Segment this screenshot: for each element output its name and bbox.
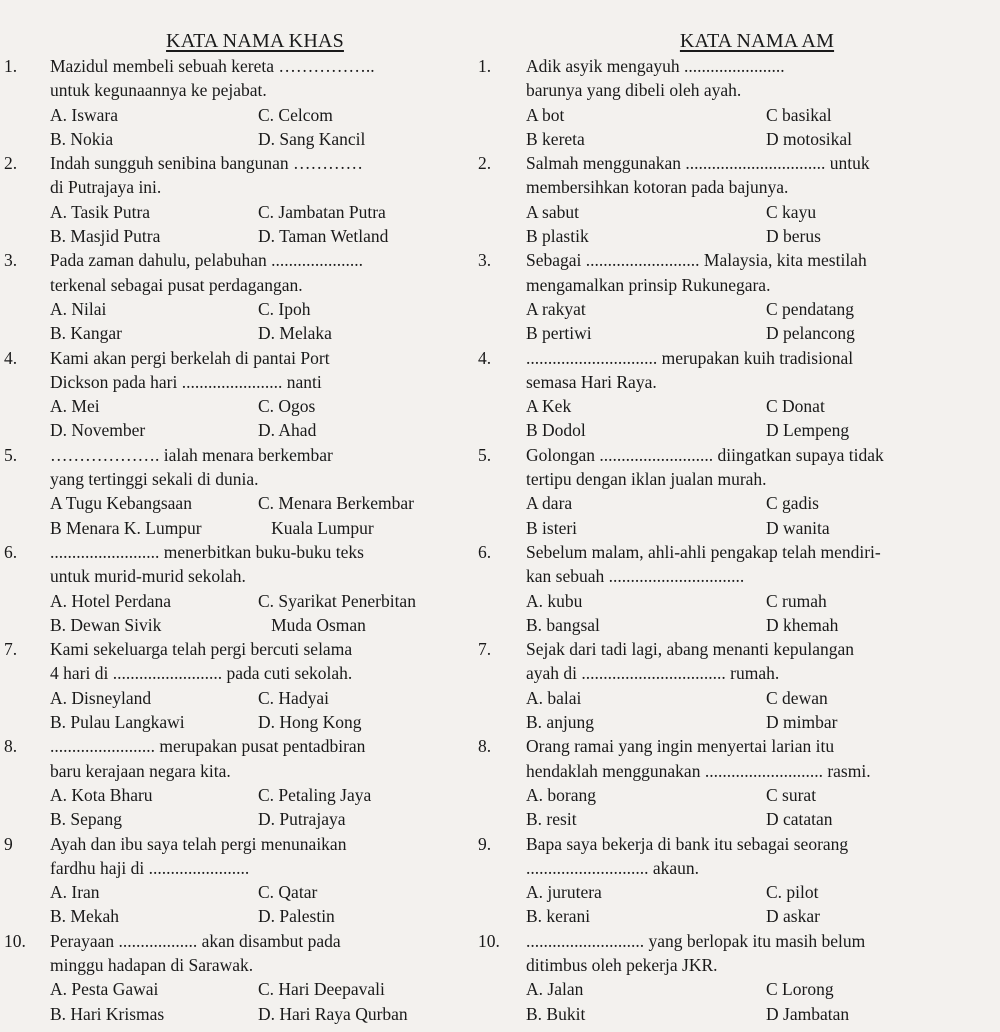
answer-option[interactable]: C pendatang (766, 298, 854, 319)
option-row (0, 297, 470, 321)
answer-option[interactable]: A. Disneyland (50, 687, 152, 708)
option-row (0, 613, 470, 637)
question-number: 1. (4, 56, 18, 76)
answer-option[interactable]: B. Kangar (50, 323, 122, 344)
question-text: Ayah dan ibu saya telah pergi menunaikan (50, 833, 347, 854)
answer-option[interactable]: D. Ahad (258, 420, 317, 441)
column-kata-nama-khas (0, 28, 470, 1026)
answer-option[interactable]: C kayu (766, 201, 817, 222)
question-text: Sejak dari tadi lagi, abang menanti kepulangan (526, 639, 855, 660)
answer-option[interactable]: D. November (50, 420, 146, 441)
answer-option[interactable]: D Jambatan (766, 1003, 850, 1024)
question-item (478, 443, 996, 540)
answer-option[interactable]: D berus (766, 226, 821, 247)
option-row (0, 516, 470, 540)
question-item (0, 832, 470, 929)
question-line (478, 78, 996, 102)
question-number: 9 (4, 833, 13, 854)
question-line (0, 953, 470, 977)
question-text: ditimbus oleh pekerja JKR. (526, 954, 718, 975)
question-line (478, 443, 996, 467)
answer-option[interactable]: D. Melaka (258, 323, 332, 344)
answer-option[interactable]: A. Pesta Gawai (50, 979, 159, 1000)
answer-option[interactable]: C. Ogos (258, 396, 316, 417)
question-number: 3. (478, 250, 492, 271)
option-row (478, 321, 996, 345)
question-text: ………………. ialah menara berkembar (50, 444, 333, 465)
answer-option[interactable]: A. Tasik Putra (50, 201, 151, 222)
question-text: ayah di ................................. rumah. (526, 663, 780, 684)
question-text: Kami akan pergi berkelah di pantai Port (50, 347, 330, 368)
option-row (0, 710, 470, 734)
question-number: 7. (4, 639, 18, 660)
question-line (478, 734, 996, 758)
question-text: mengamalkan prinsip Rukunegara. (526, 274, 771, 295)
question-text: terkenal sebagai pusat perdagangan. (50, 274, 303, 295)
option-row (478, 710, 996, 734)
question-item (478, 832, 996, 929)
answer-option[interactable]: C. Hadyai (258, 687, 329, 708)
question-line (478, 759, 996, 783)
question-line (0, 370, 470, 394)
question-line (478, 540, 996, 564)
answer-option[interactable]: B. anjung (526, 712, 595, 733)
question-line (478, 273, 996, 297)
question-item (478, 151, 996, 248)
answer-option[interactable]: D askar (766, 906, 820, 927)
question-line (478, 248, 996, 272)
answer-option[interactable]: A. jurutera (526, 882, 602, 903)
question-list (0, 54, 470, 1026)
answer-option[interactable]: B. Sepang (50, 809, 122, 830)
answer-option[interactable]: B. Dewan Sivik (50, 614, 162, 635)
option-row (0, 904, 470, 928)
answer-option[interactable]: B Dodol (526, 420, 586, 441)
question-line (0, 564, 470, 588)
option-row (0, 321, 470, 345)
question-number: 8. (478, 736, 492, 757)
answer-option[interactable]: C. Jambatan Putra (258, 201, 386, 222)
question-item (478, 637, 996, 734)
question-item (0, 54, 470, 151)
question-number: 1. (478, 56, 492, 76)
question-number: 6. (478, 541, 492, 562)
option-row (478, 127, 996, 151)
answer-option[interactable]: C Donat (766, 396, 825, 417)
answer-option[interactable]: C. Ipoh (258, 298, 311, 319)
option-row (478, 224, 996, 248)
question-text: hendaklah menggunakan ........................... rasmi. (526, 760, 871, 781)
question-line (478, 953, 996, 977)
option-row (478, 1002, 996, 1026)
question-item (478, 734, 996, 831)
answer-option[interactable]: Muda Osman (258, 614, 366, 635)
question-text: Salmah menggunakan ................................ untuk (526, 153, 870, 174)
option-row (478, 491, 996, 515)
option-row (0, 783, 470, 807)
answer-option[interactable]: D mimbar (766, 712, 838, 733)
answer-option[interactable]: D. Taman Wetland (258, 226, 389, 247)
question-line (0, 759, 470, 783)
answer-option[interactable]: B. Masjid Putra (50, 226, 161, 247)
answer-option[interactable]: C. Petaling Jaya (258, 784, 372, 805)
answer-option[interactable]: B. bangsal (526, 614, 600, 635)
question-line (0, 346, 470, 370)
question-text: yang tertinggi sekali di dunia. (50, 469, 259, 490)
question-number: 9. (478, 833, 492, 854)
answer-option[interactable]: C. Syarikat Penerbitan (258, 590, 416, 611)
column-title: KATA NAMA AM (679, 30, 835, 52)
answer-option[interactable]: C gadis (766, 493, 819, 514)
option-row (478, 103, 996, 127)
question-item (0, 734, 470, 831)
question-item (0, 929, 470, 1026)
question-line (478, 467, 996, 491)
question-text: membersihkan kotoran pada bajunya. (526, 177, 789, 198)
option-row (478, 297, 996, 321)
question-text: ........................ merupakan pusat pentadbiran (50, 736, 366, 757)
question-number: 2. (4, 153, 18, 174)
question-line (478, 346, 996, 370)
answer-option[interactable]: C. Celcom (258, 104, 333, 125)
question-number: 2. (478, 153, 492, 174)
question-text: untuk kegunaannya ke pejabat. (50, 80, 267, 101)
question-text: ............................ akaun. (526, 857, 700, 878)
question-number: 5. (4, 444, 18, 465)
answer-option[interactable]: D catatan (766, 809, 833, 830)
question-text: Mazidul membeli sebuah kereta …………….. (50, 56, 375, 76)
answer-option[interactable]: C surat (766, 784, 817, 805)
question-line (0, 273, 470, 297)
question-item (478, 929, 996, 1026)
option-row (0, 491, 470, 515)
option-row (478, 880, 996, 904)
answer-option[interactable]: C rumah (766, 590, 827, 611)
answer-option[interactable]: D. Hari Raya Qurban (258, 1003, 408, 1024)
question-line (0, 78, 470, 102)
question-text: Bapa saya bekerja di bank itu sebagai seorang (526, 833, 849, 854)
column-kata-nama-am (478, 28, 996, 1026)
question-text: baru kerajaan negara kita. (50, 760, 231, 781)
question-line (0, 929, 470, 953)
answer-option[interactable]: B kereta (526, 128, 585, 149)
option-row (0, 200, 470, 224)
answer-option[interactable]: D. Hong Kong (258, 712, 362, 733)
option-row (0, 224, 470, 248)
question-item (478, 54, 996, 151)
question-line (0, 734, 470, 758)
question-line (0, 54, 470, 78)
option-row (478, 418, 996, 442)
question-text: Dickson pada hari ....................... nanti (50, 371, 322, 392)
answer-option[interactable]: C. Qatar (258, 882, 318, 903)
question-number: 6. (4, 541, 18, 562)
answer-option[interactable]: A. Iswara (50, 104, 119, 125)
answer-option[interactable]: B isteri (526, 517, 578, 538)
option-row (478, 807, 996, 831)
answer-option[interactable]: B Menara K. Lumpur (50, 517, 202, 538)
answer-option[interactable]: C dewan (766, 687, 828, 708)
option-row (478, 394, 996, 418)
answer-option[interactable]: A Tugu Kebangsaan (50, 493, 192, 514)
question-line (478, 637, 996, 661)
answer-option[interactable]: D khemah (766, 614, 839, 635)
option-row (478, 516, 996, 540)
question-line (478, 54, 996, 78)
answer-option[interactable]: D. Palestin (258, 906, 335, 927)
question-line (0, 540, 470, 564)
answer-option[interactable]: B plastik (526, 226, 589, 247)
question-line (478, 175, 996, 199)
question-number: 10. (4, 930, 26, 951)
question-item (0, 346, 470, 443)
answer-option[interactable]: C. pilot (766, 882, 819, 903)
answer-option[interactable]: A sabut (526, 201, 579, 222)
column-title: KATA NAMA KHAS (166, 30, 344, 52)
question-number: 3. (4, 250, 18, 271)
question-text: kan sebuah ............................... (526, 566, 745, 587)
question-item (478, 540, 996, 637)
question-text: Sebelum malam, ahli-ahli pengakap telah mendiri- (526, 541, 881, 562)
answer-option[interactable]: B. Pulau Langkawi (50, 712, 185, 733)
question-text: fardhu haji di ....................... (50, 857, 250, 878)
answer-option[interactable]: A. Hotel Perdana (50, 590, 172, 611)
question-item (478, 346, 996, 443)
question-text: Indah sungguh senibina bangunan ………… (50, 153, 364, 174)
question-item (0, 540, 470, 637)
answer-option[interactable]: B. Nokia (50, 128, 114, 149)
answer-option[interactable]: A. Kota Bharu (50, 784, 153, 805)
question-line (0, 248, 470, 272)
question-text: .............................. merupakan kuih tradisional (526, 347, 854, 368)
option-row (0, 418, 470, 442)
answer-option[interactable]: A. Mei (50, 396, 100, 417)
answer-option[interactable]: B pertiwi (526, 323, 592, 344)
option-row (478, 904, 996, 928)
question-text: minggu hadapan di Sarawak. (50, 954, 254, 975)
question-text: Golongan .......................... diingatkan supaya tidak (526, 444, 884, 465)
question-line (0, 637, 470, 661)
answer-option[interactable]: B. Bukit (526, 1003, 586, 1024)
question-text: Pada zaman dahulu, pelabuhan ..................... (50, 250, 363, 271)
question-line (0, 467, 470, 491)
question-line (0, 175, 470, 199)
question-line (0, 856, 470, 880)
answer-option[interactable]: B. kerani (526, 906, 591, 927)
question-number: 4. (4, 347, 18, 368)
question-text: Sebagai .......................... Malaysia, kita mestilah (526, 250, 867, 271)
question-item (0, 248, 470, 345)
answer-option[interactable]: A rakyat (526, 298, 586, 319)
question-item (0, 443, 470, 540)
question-text: semasa Hari Raya. (526, 371, 657, 392)
question-text: ......................... menerbitkan buku-buku teks (50, 541, 364, 562)
question-text: Adik asyik mengayuh ....................... (526, 56, 785, 76)
answer-option[interactable]: A. borang (526, 784, 596, 805)
question-text: barunya yang dibeli oleh ayah. (526, 80, 742, 101)
answer-option[interactable]: C Lorong (766, 979, 834, 1000)
option-row (478, 613, 996, 637)
option-row (0, 103, 470, 127)
question-line (478, 661, 996, 685)
question-line (0, 151, 470, 175)
question-text: 4 hari di ......................... pada cuti sekolah. (50, 663, 353, 684)
answer-option[interactable]: D. Sang Kancil (258, 128, 366, 149)
option-row (0, 127, 470, 151)
question-item (0, 637, 470, 734)
question-number: 8. (4, 736, 18, 757)
option-row (0, 589, 470, 613)
answer-option[interactable]: B. resit (526, 809, 577, 830)
answer-option[interactable]: C basikal (766, 104, 832, 125)
answer-option[interactable]: D wanita (766, 517, 830, 538)
question-text: Orang ramai yang ingin menyertai larian itu (526, 736, 835, 757)
question-text: untuk murid-murid sekolah. (50, 566, 246, 587)
answer-option[interactable]: C. Hari Deepavali (258, 979, 385, 1000)
answer-option[interactable]: D Lempeng (766, 420, 850, 441)
question-item (0, 151, 470, 248)
answer-option[interactable]: D motosikal (766, 128, 853, 149)
question-line (0, 443, 470, 467)
answer-option[interactable]: A Kek (526, 396, 572, 417)
answer-option[interactable]: D pelancong (766, 323, 855, 344)
question-line (478, 929, 996, 953)
question-line (478, 832, 996, 856)
question-line (478, 856, 996, 880)
question-line (0, 661, 470, 685)
question-number: 4. (478, 347, 492, 368)
answer-option[interactable]: A bot (526, 104, 565, 125)
answer-option[interactable]: D. Putrajaya (258, 809, 346, 830)
question-number: 5. (478, 444, 492, 465)
option-row (478, 589, 996, 613)
answer-option[interactable]: Kuala Lumpur (258, 517, 374, 538)
option-row (0, 394, 470, 418)
answer-option[interactable]: B. Mekah (50, 906, 120, 927)
question-text: Perayaan .................. akan disambut pada (50, 930, 341, 951)
option-row (0, 686, 470, 710)
question-line (478, 370, 996, 394)
answer-option[interactable]: A. Jalan (526, 979, 584, 1000)
question-item (478, 248, 996, 345)
question-line (478, 151, 996, 175)
answer-option[interactable]: A. Nilai (50, 298, 107, 319)
question-number: 10. (478, 930, 500, 951)
option-row (478, 686, 996, 710)
answer-option[interactable]: A. kubu (526, 590, 583, 611)
option-row (0, 1002, 470, 1026)
question-text: Kami sekeluarga telah pergi bercuti selama (50, 639, 353, 660)
question-line (0, 832, 470, 856)
question-list (478, 54, 996, 1026)
option-row (478, 200, 996, 224)
answer-option[interactable]: A. balai (526, 687, 582, 708)
question-text: di Putrajaya ini. (50, 177, 162, 198)
answer-option[interactable]: A. Iran (50, 882, 100, 903)
option-row (0, 977, 470, 1001)
question-text: tertipu dengan iklan jualan murah. (526, 469, 767, 490)
answer-option[interactable]: C. Menara Berkembar (258, 493, 414, 514)
option-row (0, 807, 470, 831)
question-number: 7. (478, 639, 492, 660)
question-line (478, 564, 996, 588)
answer-option[interactable]: A dara (526, 493, 573, 514)
option-row (478, 977, 996, 1001)
answer-option[interactable]: B. Hari Krismas (50, 1003, 165, 1024)
option-row (0, 880, 470, 904)
option-row (478, 783, 996, 807)
question-text: ........................... yang berlopak itu masih belum (526, 930, 866, 951)
